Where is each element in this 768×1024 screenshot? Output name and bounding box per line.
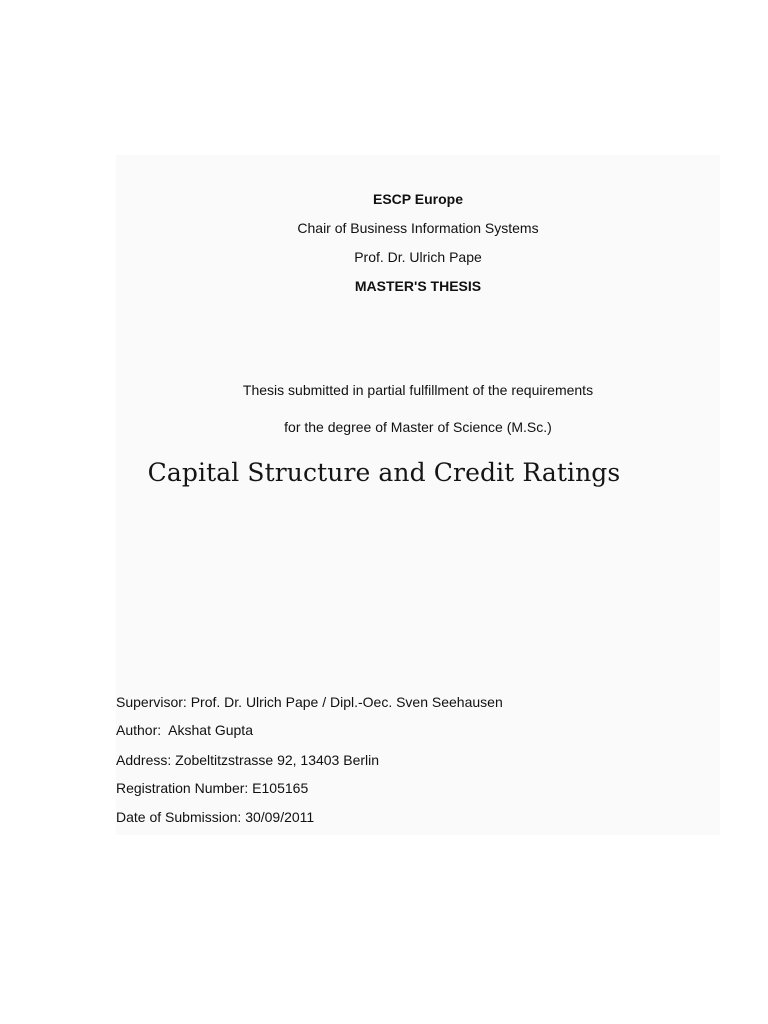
address-line bbox=[116, 752, 379, 768]
author-line bbox=[116, 722, 253, 738]
address-value: Zobeltitzstrasse 92, 13403 Berlin bbox=[175, 752, 380, 768]
submission-line-1: Thesis submitted in partial fulfillment of the requirements bbox=[242, 382, 594, 398]
submission-line-2: for the degree of Master of Science (M.Sc.) bbox=[284, 419, 552, 435]
date-label: Date of Submission: bbox=[116, 809, 242, 825]
date-value: 30/09/2011 bbox=[245, 809, 315, 825]
registration-value: E105165 bbox=[252, 780, 309, 796]
supervisor-label: Supervisor: bbox=[116, 694, 187, 710]
date-line bbox=[116, 809, 314, 825]
professor-name: Prof. Dr. Ulrich Pape bbox=[354, 249, 482, 265]
supervisor-line bbox=[116, 694, 503, 710]
registration-line bbox=[116, 780, 308, 796]
author-label: Author: bbox=[116, 722, 162, 738]
chair-name: Chair of Business Information Systems bbox=[297, 220, 539, 236]
school-name: ESCP Europe bbox=[373, 191, 463, 207]
registration-label: Registration Number: bbox=[116, 780, 249, 796]
supervisor-value: Prof. Dr. Ulrich Pape / Dipl.-Oec. Sven Seehausen bbox=[190, 694, 503, 710]
thesis-title: Capital Structure and Credit Ratings bbox=[147, 458, 621, 487]
address-label: Address: bbox=[116, 752, 172, 768]
author-value: Akshat Gupta bbox=[168, 722, 253, 738]
document-type: MASTER'S THESIS bbox=[354, 278, 482, 294]
